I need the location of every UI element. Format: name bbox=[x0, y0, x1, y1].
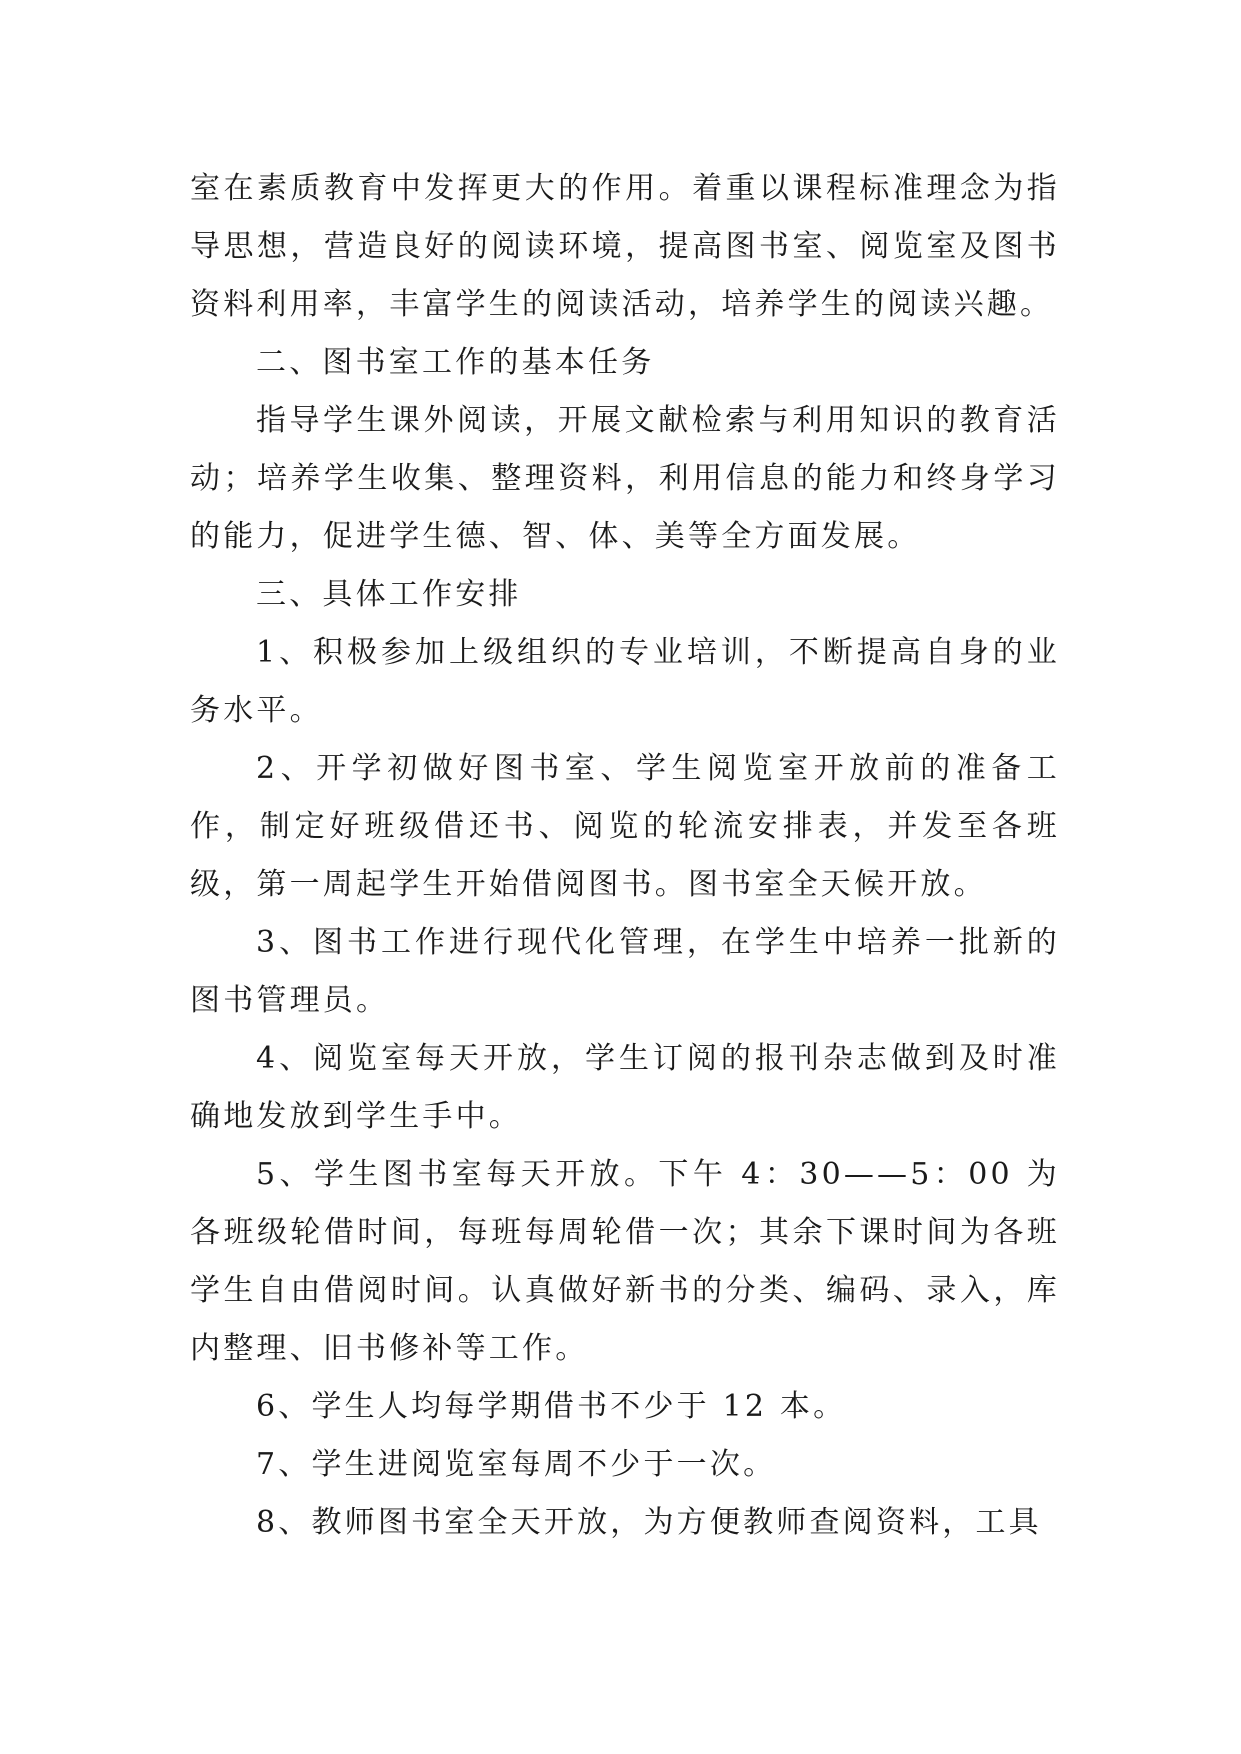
paragraph-basic-tasks: 指导学生课外阅读，开展文献检索与利用知识的教育活动；培养学生收集、整理资料，利用信息的能力和终身学习的能力，促进学生德、智、体、美等全方面发展。 bbox=[190, 403, 1060, 554]
list-item-8: 8、教师图书室全天开放，为方便教师查阅资料，工具 bbox=[256, 1505, 1042, 1540]
paragraph-intro-continuation: 室在素质教育中发挥更大的作用。着重以课程标准理念为指导思想，营造良好的阅读环境，提高图书室、阅览室及图书资料利用率，丰富学生的阅读活动，培养学生的阅读兴趣。 bbox=[190, 171, 1060, 322]
section-heading-basic-tasks: 二、图书室工作的基本任务 bbox=[256, 345, 655, 380]
list-item-4: 4、阅览室每天开放，学生订阅的报刊杂志做到及时准确地发放到学生手中。 bbox=[190, 1041, 1060, 1134]
list-item-3: 3、图书工作进行现代化管理，在学生中培养一批新的图书管理员。 bbox=[190, 925, 1060, 1018]
list-item-2: 2、开学初做好图书室、学生阅览室开放前的准备工作，制定好班级借还书、阅览的轮流安排表，并发至各班级，第一周起学生开始借阅图书。图书室全天候开放。 bbox=[190, 751, 1060, 902]
list-item-5: 5、学生图书室每天开放。下午 4：30——5：00 为各班级轮借时间，每班每周轮借一次；其余下课时间为各班学生自由借阅时间。认真做好新书的分类、编码、录入，库内整理、旧书修补等工作。 bbox=[190, 1157, 1060, 1366]
document-body bbox=[190, 160, 1060, 1552]
list-item-1: 1、积极参加上级组织的专业培训，不断提高自身的业务水平。 bbox=[190, 635, 1060, 728]
list-item-6: 6、学生人均每学期借书不少于 12 本。 bbox=[256, 1389, 847, 1424]
list-item-7: 7、学生进阅览室每周不少于一次。 bbox=[256, 1447, 777, 1482]
section-heading-work-arrangement: 三、具体工作安排 bbox=[256, 577, 522, 612]
